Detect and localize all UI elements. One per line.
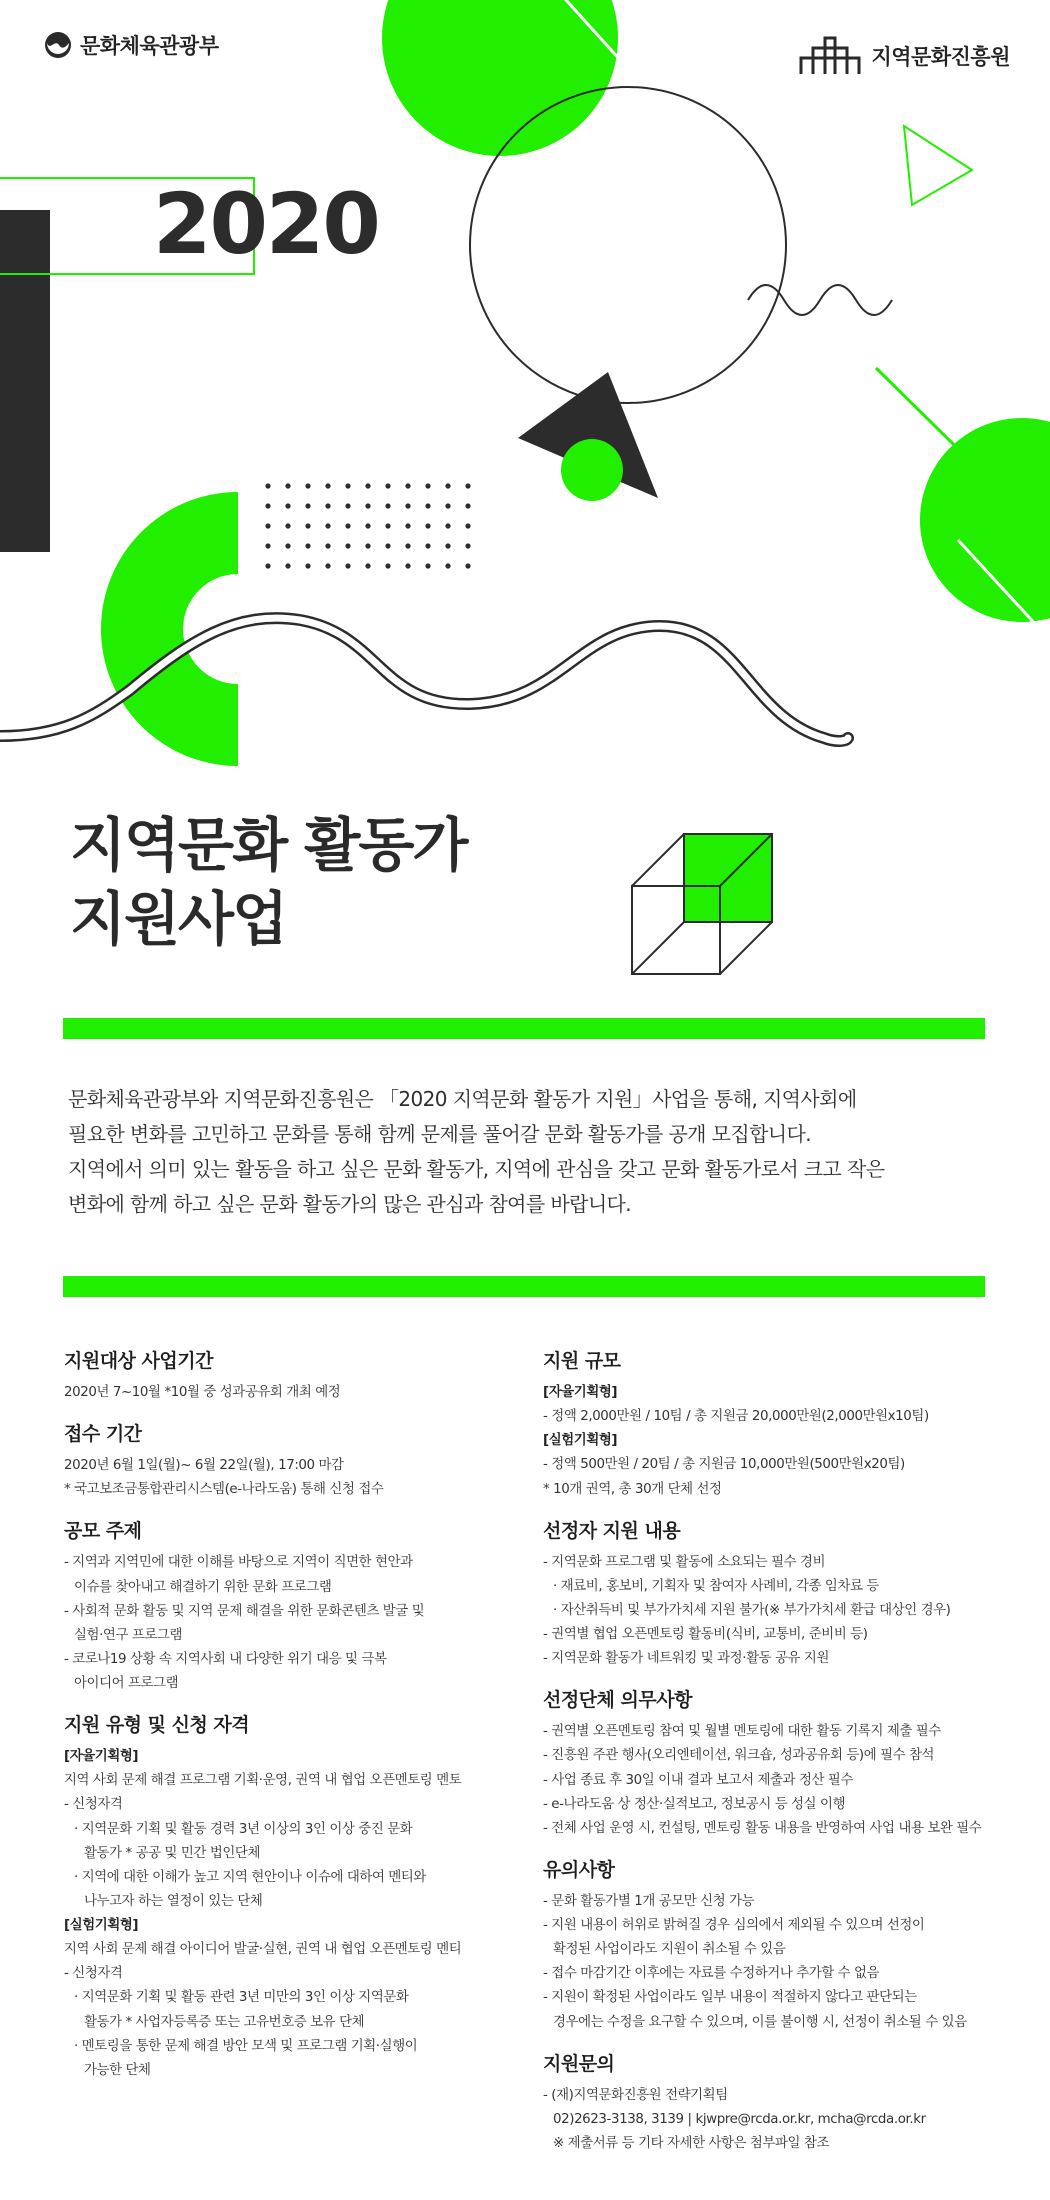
intro-line: 변화에 함께 하고 싶은 문화 활동가의 많은 관심과 참여를 바랍니다. bbox=[68, 1192, 632, 1216]
dot bbox=[325, 483, 330, 488]
section-line: 활동가 * 공공 및 민간 법인단체 bbox=[84, 1845, 261, 1861]
hero-graphic bbox=[0, 0, 1050, 790]
intro-text bbox=[68, 1082, 988, 1222]
section-heading: 선정자 지원 내용 bbox=[543, 1519, 681, 1542]
intro-line: 문화체육관광부와 지역문화진흥원은 「2020 지역문화 활동가 지원」사업을 통해, 지역사회에 bbox=[68, 1087, 857, 1111]
cube-graphic bbox=[628, 830, 778, 980]
dot bbox=[365, 483, 370, 488]
section-line: - 사업 종료 후 30일 이내 결과 보고서 제출과 정산 필수 bbox=[543, 1772, 853, 1788]
dot bbox=[265, 483, 270, 488]
section-line: * 국고보조금통합관리시스템(e-나라도움) 통해 신청 접수 bbox=[64, 1482, 384, 1498]
hero-shapes bbox=[0, 0, 1050, 790]
page-title bbox=[70, 808, 466, 956]
section-line: · 지역문화 기획 및 활동 관련 3년 미만의 3인 이상 지역문화 bbox=[74, 1990, 409, 2006]
section-line: - 지역문화 활동가 네트워킹 및 과정·활동 공유 지원 bbox=[543, 1651, 829, 1667]
section-theme bbox=[64, 1516, 524, 1696]
section-line: - (재)지역문화진흥원 전략기획팀 bbox=[543, 2087, 728, 2103]
dot bbox=[385, 483, 390, 488]
section-line: 활동가 * 사업자등록증 또는 고유번호증 보유 단체 bbox=[84, 2014, 365, 2030]
section-line: - 지원 내용이 허위로 밝혀질 경우 심의에서 제외될 수 있으며 선정이 bbox=[543, 1918, 925, 1933]
section-line: - 권역별 협업 오픈멘토링 활동비(식비, 교통비, 준비비 등) bbox=[543, 1627, 868, 1642]
dot bbox=[345, 483, 350, 488]
green-triangle-outline bbox=[904, 126, 972, 205]
section-obligations bbox=[543, 1685, 1023, 1841]
section-line: · 자산취득비 및 부가가치세 지원 불가(※ 부가가치세 환급 대상인 경우) bbox=[553, 1602, 951, 1618]
section-subheading: [실험기획형] bbox=[64, 1918, 139, 1933]
section-heading: 지원 규모 bbox=[543, 1350, 621, 1372]
section-line: 경우에는 수정을 요구할 수 있으며, 이를 불이행 시, 선정이 취소될 수 있음 bbox=[553, 2014, 967, 2030]
section-line: - 신청자격 bbox=[64, 1797, 123, 1813]
dot bbox=[385, 523, 390, 528]
section-line: 지역 사회 문제 해결 프로그램 기획·운영, 권역 내 협업 오픈멘토링 멘토 bbox=[64, 1773, 462, 1789]
dot bbox=[405, 543, 410, 548]
section-heading: 유의사항 bbox=[543, 1858, 615, 1881]
divider-bar-1 bbox=[63, 1018, 985, 1039]
dot bbox=[365, 543, 370, 548]
intro-line: 필요한 변화를 고민하고 문화를 통해 함께 문제를 풀어갈 문화 활동가를 공개 모집합니다. bbox=[68, 1122, 812, 1146]
dot bbox=[345, 563, 350, 568]
dot bbox=[285, 483, 290, 488]
dot bbox=[385, 543, 390, 548]
section-line: - 진흥원 주관 행사(오리엔테이션, 워크숍, 성과공유회 등)에 필수 참석 bbox=[543, 1748, 935, 1764]
agency-logo bbox=[799, 36, 1010, 76]
section-line: - 사회적 문화 활동 및 지역 문제 해결을 위한 문화콘텐츠 발굴 및 bbox=[64, 1603, 425, 1619]
section-subheading: [자율기획형] bbox=[64, 1749, 139, 1765]
dot bbox=[325, 503, 330, 508]
title-line-1: 지역문화 활동가 bbox=[70, 811, 467, 879]
section-line: 아이디어 프로그램 bbox=[74, 1676, 179, 1691]
dot bbox=[425, 543, 430, 548]
dot bbox=[265, 543, 270, 548]
section-line: - 전체 사업 운영 시, 컨설팅, 멘토링 활동 내용을 반영하여 사업 내용 보완 필수 bbox=[543, 1820, 982, 1836]
dot bbox=[305, 503, 310, 508]
ministry-logo-text: 문화체육관광부 bbox=[80, 34, 219, 58]
dot bbox=[345, 543, 350, 548]
section-heading: 지원대상 사업기간 bbox=[64, 1350, 213, 1372]
green-circle-right bbox=[920, 418, 1050, 622]
section-line: 실험·연구 프로그램 bbox=[74, 1627, 182, 1643]
section-subheading: [실험기획형] bbox=[543, 1433, 618, 1449]
dot bbox=[345, 503, 350, 508]
dot bbox=[465, 523, 470, 528]
dot bbox=[465, 503, 470, 508]
dot bbox=[445, 503, 450, 508]
dot bbox=[285, 543, 290, 548]
section-line: - 권역별 오픈멘토링 참여 및 월별 멘토링에 대한 활동 기록지 제출 필수 bbox=[543, 1724, 941, 1740]
dot bbox=[385, 503, 390, 508]
section-line: 가능한 단체 bbox=[84, 2062, 151, 2078]
dot bbox=[325, 523, 330, 528]
section-period bbox=[64, 1346, 524, 1405]
dot bbox=[285, 563, 290, 568]
year-label: 2020 bbox=[153, 175, 379, 273]
section-line: · 지역에 대한 이해가 높고 지역 현안이나 이슈에 대하여 멘티와 bbox=[74, 1869, 426, 1885]
dot-grid bbox=[265, 483, 470, 568]
section-line: - 지역문화 프로그램 및 활동에 소요되는 필수 경비 bbox=[543, 1554, 826, 1570]
section-line: 이슈를 찾아내고 해결하기 위한 문화 프로그램 bbox=[74, 1579, 332, 1595]
section-line: 지역 사회 문제 해결 아이디어 발굴·실현, 권역 내 협업 오픈멘토링 멘티 bbox=[64, 1942, 462, 1958]
dot bbox=[405, 503, 410, 508]
section-notes bbox=[543, 1855, 1023, 2035]
ministry-logo bbox=[44, 30, 219, 60]
dot bbox=[425, 563, 430, 568]
section-line: - e-나라도움 상 정산·실적보고, 정보공시 등 성실 이행 bbox=[543, 1796, 846, 1812]
section-heading: 지원 유형 및 신청 자격 bbox=[64, 1714, 250, 1737]
section-line: - 접수 마감기간 이후에는 자료를 수정하거나 추가할 수 없음 bbox=[543, 1966, 880, 1982]
section-eligibility bbox=[64, 1710, 524, 2083]
dot bbox=[305, 563, 310, 568]
section-line: * 10개 권역, 총 30개 단체 선정 bbox=[543, 1481, 722, 1497]
section-support bbox=[543, 1516, 1023, 1672]
agency-logo-text: 지역문화진흥원 bbox=[871, 45, 1010, 69]
section-line: - 신청자격 bbox=[64, 1966, 123, 1982]
dot bbox=[405, 523, 410, 528]
dot bbox=[305, 543, 310, 548]
dot bbox=[325, 563, 330, 568]
dot bbox=[405, 563, 410, 568]
section-line: - 문화 활동가별 1개 공모만 신청 가능 bbox=[543, 1893, 755, 1909]
dot bbox=[265, 503, 270, 508]
dot bbox=[445, 543, 450, 548]
dot bbox=[325, 543, 330, 548]
section-heading: 공모 주제 bbox=[64, 1520, 142, 1543]
dot bbox=[285, 523, 290, 528]
green-circle-small bbox=[561, 439, 623, 501]
title-line-2: 지원사업 bbox=[70, 885, 287, 954]
taegeuk-icon bbox=[44, 31, 72, 59]
section-line: · 멘토링을 통한 문제 해결 방안 모색 및 프로그램 기획·실행이 bbox=[74, 2038, 418, 2054]
dot bbox=[445, 563, 450, 568]
intro-line: 지역에서 의미 있는 활동을 하고 싶은 문화 활동가, 지역에 관심을 갖고 문화 활동가로서 크고 작은 bbox=[68, 1157, 885, 1181]
section-line: 2020년 7~10월 *10월 중 성과공유회 개최 예정 bbox=[64, 1385, 341, 1400]
dot bbox=[425, 503, 430, 508]
dot bbox=[365, 503, 370, 508]
left-column bbox=[64, 1346, 524, 2097]
section-subheading: [자율기획형] bbox=[543, 1385, 618, 1400]
dot bbox=[305, 523, 310, 528]
wavy-line-small bbox=[748, 285, 892, 315]
section-heading: 지원문의 bbox=[543, 2052, 615, 2075]
dot bbox=[285, 503, 290, 508]
dot bbox=[465, 543, 470, 548]
section-line: ※ 제출서류 등 기타 자세한 사항은 첨부파일 참조 bbox=[553, 2135, 829, 2151]
dot bbox=[365, 563, 370, 568]
section-scale bbox=[543, 1346, 1023, 1502]
dot bbox=[445, 523, 450, 528]
section-line: 2020년 6월 1일(월)~ 6월 22일(월), 17:00 마감 bbox=[64, 1458, 344, 1474]
dot bbox=[445, 483, 450, 488]
green-circle-top bbox=[382, 0, 618, 156]
section-line: · 지역문화 기획 및 활동 경력 3년 이상의 3인 이상 중진 문화 bbox=[74, 1821, 413, 1837]
right-column bbox=[543, 1346, 1023, 2170]
dot bbox=[465, 563, 470, 568]
dot bbox=[345, 523, 350, 528]
dot bbox=[265, 563, 270, 568]
section-line: · 재료비, 홍보비, 기획자 및 참여자 사례비, 각종 임차료 등 bbox=[553, 1578, 879, 1594]
section-line: 나누고자 하는 열정이 있는 단체 bbox=[84, 1893, 263, 1909]
section-line: - 정액 500만원 / 20팀 / 총 지원금 10,000만원(500만원x20팀) bbox=[543, 1457, 905, 1473]
divider-bar-2 bbox=[63, 1276, 985, 1297]
section-application bbox=[64, 1419, 524, 1502]
dark-bar bbox=[0, 210, 50, 552]
section-line: 확정된 사업이라도 지원이 취소될 수 있음 bbox=[553, 1942, 786, 1958]
agency-building-icon bbox=[799, 36, 861, 76]
section-heading: 선정단체 의무사항 bbox=[543, 1689, 692, 1712]
dot bbox=[465, 483, 470, 488]
dot bbox=[405, 483, 410, 488]
section-contact bbox=[543, 2049, 1023, 2156]
section-line: - 정액 2,000만원 / 10팀 / 총 지원금 20,000만원(2,000만원x10팀) bbox=[543, 1409, 929, 1425]
dot bbox=[305, 483, 310, 488]
dot bbox=[425, 483, 430, 488]
section-line: - 지역과 지역민에 대한 이해를 바탕으로 지역이 직면한 현안과 bbox=[64, 1555, 413, 1571]
dot bbox=[265, 523, 270, 528]
contact-info: 02)2623-3138, 3139 | kjwpre@rcda.or.kr, mcha@rcda.or.kr bbox=[553, 2111, 926, 2127]
section-line: - 지원이 확정된 사업이라도 일부 내용이 적절하지 않다고 판단되는 bbox=[543, 1990, 917, 2006]
dot bbox=[385, 563, 390, 568]
dot bbox=[425, 523, 430, 528]
section-line: - 코로나19 상황 속 지역사회 내 다양한 위기 대응 및 극복 bbox=[64, 1651, 387, 1667]
section-heading: 접수 기간 bbox=[64, 1423, 142, 1446]
dot bbox=[365, 523, 370, 528]
